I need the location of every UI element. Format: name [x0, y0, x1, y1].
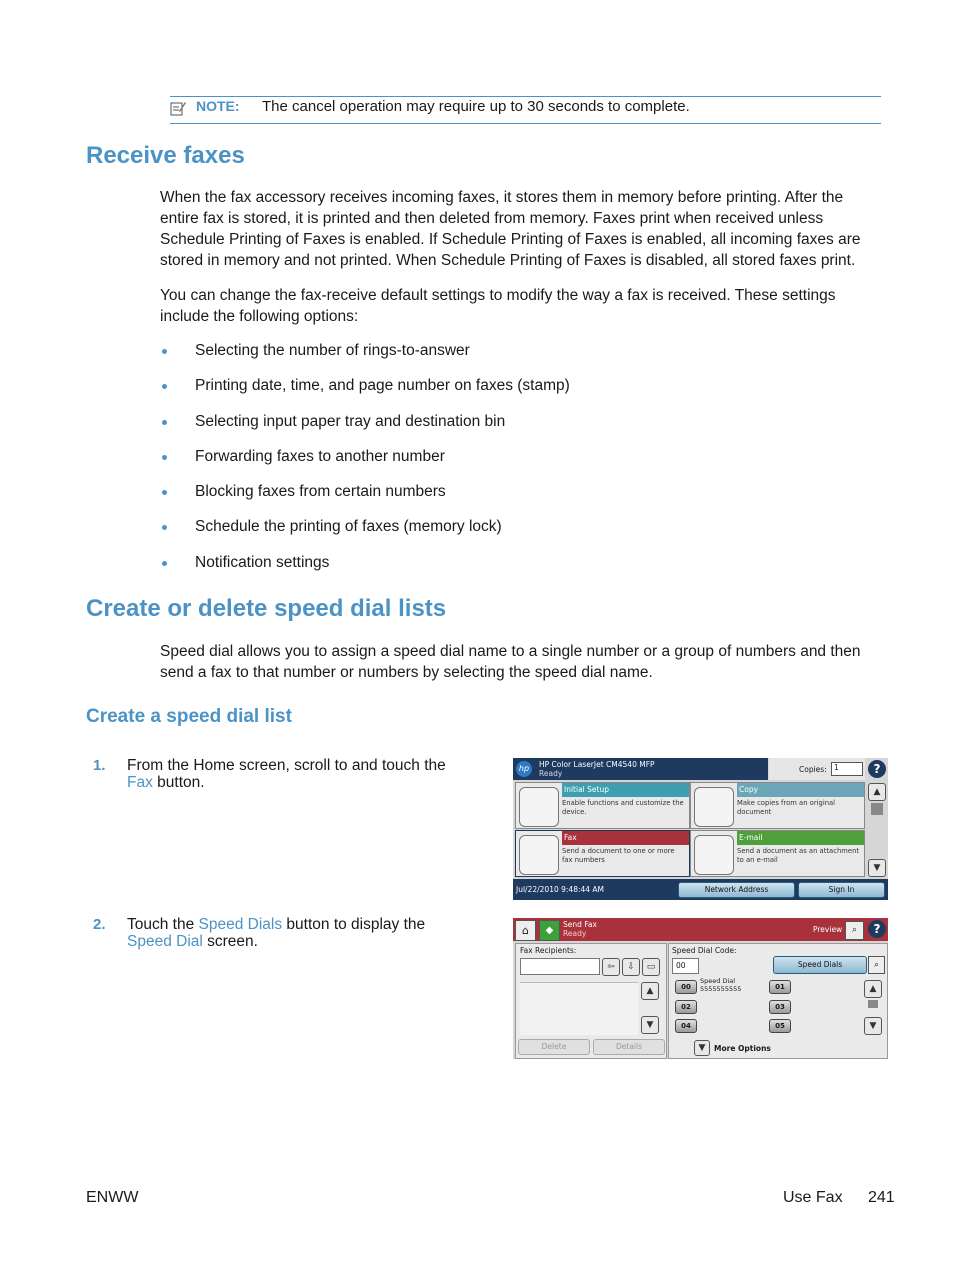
- bullet-icon: [162, 420, 167, 425]
- home-footer-bar: [513, 879, 888, 900]
- note-pencil-icon: [170, 100, 186, 116]
- list-scroll-down-icon[interactable]: ▼: [641, 1016, 659, 1034]
- speed-dial-code-05[interactable]: 05: [769, 1019, 791, 1033]
- send-fax-title: Send Fax: [563, 920, 597, 929]
- note-label: NOTE:: [196, 98, 240, 114]
- footer-section-title: Use Fax: [783, 1189, 843, 1206]
- list-item: Forwarding faxes to another number: [160, 446, 760, 481]
- tile-copy[interactable]: Copy Make copies from an original document: [690, 782, 865, 829]
- list-item: Selecting input paper tray and destination bin: [160, 411, 760, 446]
- list-item: Schedule the printing of faxes (memory lock): [160, 516, 760, 551]
- step-1-text: From the Home screen, scroll to and touch the Fax button.: [127, 757, 446, 791]
- fax-header: [513, 918, 888, 941]
- setup-clipboard-icon: [519, 787, 559, 827]
- preview-magnifier-icon[interactable]: ⌕: [845, 921, 864, 940]
- scroll-up-icon[interactable]: ▲: [868, 783, 886, 801]
- scrollbar-thumb[interactable]: [868, 1000, 878, 1008]
- speed-dial-paragraph: Speed dial allows you to assign a speed dial name to a single number or a group of numbers and then send a fax to that number or numbers by selecting the speed dial name.: [160, 643, 861, 681]
- product-name: HP Color LaserJet CM4540 MFP: [539, 760, 655, 769]
- hp-logo-icon: hp: [516, 761, 532, 777]
- bullet-icon: [162, 349, 167, 354]
- home-screen-screenshot: [513, 758, 888, 900]
- fax-link[interactable]: Fax: [127, 774, 153, 791]
- copies-input[interactable]: 1: [831, 762, 863, 776]
- home-header: [513, 758, 768, 780]
- bullet-icon: [162, 384, 167, 389]
- help-icon[interactable]: ?: [868, 760, 886, 778]
- note-text: The cancel operation may require up to 30 seconds to complete.: [262, 98, 690, 115]
- speed-dial-code-01[interactable]: 01: [769, 980, 791, 994]
- speed-dial-panel: [668, 943, 888, 1059]
- fax-machine-icon: [519, 835, 559, 875]
- bullet-icon: [162, 525, 167, 530]
- speed-dial-code-input[interactable]: 00: [672, 958, 699, 974]
- step-2-text: Touch the Speed Dials button to display the Speed Dial screen.: [127, 916, 426, 950]
- bullet-icon: [162, 561, 167, 566]
- page-number: 241: [868, 1189, 895, 1206]
- scrollbar-thumb[interactable]: [871, 803, 883, 815]
- envelope-icon: [694, 835, 734, 875]
- recipient-input[interactable]: [520, 958, 600, 975]
- bullet-icon: [162, 455, 167, 460]
- list-item: Blocking faxes from certain numbers: [160, 481, 760, 516]
- search-icon[interactable]: ⌕: [868, 956, 885, 974]
- step-2-number: 2.: [93, 916, 106, 933]
- recipients-panel: [515, 943, 667, 1059]
- speed-dial-code-label: Speed Dial Code:: [672, 946, 737, 955]
- note-box: [170, 96, 881, 124]
- datetime-text: Jul/22/2010 9:48:44 AM: [516, 885, 605, 894]
- sign-in-button[interactable]: Sign In: [798, 882, 885, 898]
- step-1-number: 1.: [93, 757, 106, 774]
- address-book-icon[interactable]: ▭: [642, 958, 660, 976]
- receive-faxes-paragraph-1: When the fax accessory receives incoming faxes, it stores them in memory before printing. After the entire fax is stored, it is printed and then deleted from memory. Faxes print when received unless Schedule Printing of Faxes is enabled. If Schedule Printing of Faxes is enabled, all incoming faxes are stored in memory and not printed. When Schedule Printing of Faxes is disabled, all stored faxes print.: [160, 189, 861, 269]
- network-address-button[interactable]: Network Address: [678, 882, 795, 898]
- backspace-icon[interactable]: ⇦: [602, 958, 620, 976]
- speed-dial-heading: Create or delete speed dial lists: [86, 595, 447, 622]
- speed-dial-code-03[interactable]: 03: [769, 1000, 791, 1014]
- speed-dial-link[interactable]: Speed Dial: [127, 933, 203, 950]
- create-speed-dial-subheading: Create a speed dial list: [86, 706, 292, 727]
- speed-dial-code-02[interactable]: 02: [675, 1000, 697, 1014]
- scroll-down-icon[interactable]: ▼: [868, 859, 886, 877]
- preview-label: Preview: [813, 925, 843, 934]
- start-icon[interactable]: ◆: [539, 920, 560, 941]
- copy-pages-icon: [694, 787, 734, 827]
- more-options-label[interactable]: More Options: [714, 1044, 771, 1053]
- receive-faxes-heading: Receive faxes: [86, 142, 245, 169]
- tile-initial-setup[interactable]: Initial Setup Enable functions and customize the device.: [515, 782, 690, 829]
- help-icon[interactable]: ?: [868, 920, 886, 938]
- footer-left-label: ENWW: [86, 1189, 139, 1206]
- speed-dials-link[interactable]: Speed Dials: [198, 916, 283, 933]
- home-icon[interactable]: ⌂: [515, 920, 536, 941]
- list-scroll-up-icon[interactable]: ▲: [641, 982, 659, 1000]
- speed-dial-code-00[interactable]: 00: [675, 980, 697, 994]
- speed-dial-code-04[interactable]: 04: [675, 1019, 697, 1033]
- speed-dials-button[interactable]: Speed Dials: [773, 956, 867, 974]
- status-text: Ready: [563, 929, 587, 938]
- add-recipient-icon[interactable]: ⇩: [622, 958, 640, 976]
- details-button[interactable]: Details: [593, 1039, 665, 1055]
- chevron-down-icon[interactable]: ▼: [694, 1040, 710, 1056]
- list-item: Selecting the number of rings-to-answer: [160, 340, 760, 375]
- receive-faxes-paragraph-2: You can change the fax-receive default settings to modify the way a fax is received. These settings include the following options:: [160, 287, 836, 325]
- copies-label: Copies:: [799, 765, 827, 774]
- status-text: Ready: [539, 769, 563, 778]
- copies-area: [769, 758, 865, 780]
- list-item: Printing date, time, and page number on faxes (stamp): [160, 375, 760, 410]
- scroll-down-icon[interactable]: ▼: [864, 1017, 882, 1035]
- delete-button[interactable]: Delete: [518, 1039, 590, 1055]
- receive-options-list: [160, 340, 760, 587]
- bullet-icon: [162, 490, 167, 495]
- speed-dial-screen-screenshot: [513, 918, 888, 1059]
- tile-fax[interactable]: Fax Send a document to one or more fax numbers: [515, 830, 690, 877]
- list-item: Notification settings: [160, 552, 760, 587]
- scroll-up-icon[interactable]: ▲: [864, 980, 882, 998]
- tile-email[interactable]: E-mail Send a document as an attachment to an e-mail: [690, 830, 865, 877]
- fax-recipients-label: Fax Recipients:: [520, 946, 577, 955]
- recipient-list: [520, 982, 638, 1035]
- speed-dial-entry[interactable]: Speed Dial 5555555555: [700, 977, 742, 993]
